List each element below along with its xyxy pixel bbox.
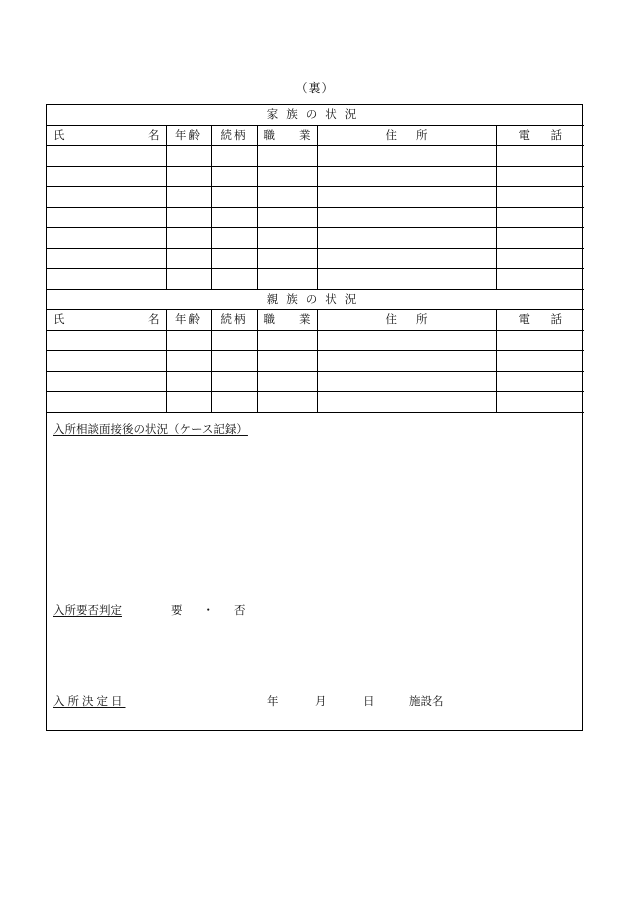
facility-name-label: 施設名 [409,693,444,708]
family-row-occupation-cell[interactable] [257,248,317,269]
family-row [47,207,584,228]
relatives-row [47,392,584,413]
family-row-relation-cell[interactable] [211,207,257,228]
relatives-title: 親族の状況 [47,289,584,310]
relatives-header-relation: 続柄 [211,310,257,331]
relatives-header-row [47,310,584,331]
family-header-row [47,125,584,146]
relatives-row-phone-cell[interactable] [496,351,584,372]
relatives-row-age-cell[interactable] [166,351,211,372]
family-row-name-cell[interactable] [47,187,166,208]
family-row-address-cell[interactable] [317,248,496,269]
relatives-header-name-1: 氏 [53,312,65,327]
family-title: 家族の状況 [47,105,584,125]
family-header-address-1: 住 [385,127,397,142]
family-header-phone [496,125,584,146]
relatives-row-occupation-cell[interactable] [257,330,317,351]
family-row-address-cell[interactable] [317,166,496,187]
family-row-address-cell[interactable] [317,146,496,167]
relatives-row-relation-cell[interactable] [211,371,257,392]
family-row-age-cell[interactable] [166,166,211,187]
family-row-age-cell[interactable] [166,248,211,269]
judgement-no[interactable]: 否 [234,602,246,617]
family-row-address-cell[interactable] [317,207,496,228]
decision-year-label: 年 [267,693,279,708]
decision-month-label: 月 [315,693,327,708]
family-row [47,269,584,290]
family-row-phone-cell[interactable] [496,146,584,167]
relatives-row-phone-cell[interactable] [496,330,584,351]
record-form [46,104,583,731]
family-row-phone-cell[interactable] [496,228,584,249]
family-row-occupation-cell[interactable] [257,166,317,187]
decision-label: 入所決定日 [53,693,126,708]
family-row-occupation-cell[interactable] [257,207,317,228]
relatives-row-address-cell[interactable] [317,351,496,372]
relatives-row-age-cell[interactable] [166,371,211,392]
family-row [47,166,584,187]
family-header-name-2: 名 [148,127,160,142]
relatives-row-occupation-cell[interactable] [257,351,317,372]
relatives-row-occupation-cell[interactable] [257,371,317,392]
family-row-name-cell[interactable] [47,166,166,187]
relatives-row-address-cell[interactable] [317,371,496,392]
family-row-phone-cell[interactable] [496,166,584,187]
relatives-header-age: 年齢 [166,310,211,331]
relatives-header-occupation-2: 業 [299,312,311,327]
family-row-relation-cell[interactable] [211,146,257,167]
relatives-header-phone-2: 話 [550,312,562,327]
family-row-phone-cell[interactable] [496,269,584,290]
family-row-address-cell[interactable] [317,187,496,208]
family-row [47,146,584,167]
page-title: （裏） [295,81,335,95]
family-row-name-cell[interactable] [47,269,166,290]
family-row-relation-cell[interactable] [211,269,257,290]
family-header-phone-wrap [497,126,585,145]
relatives-title-row [47,289,584,310]
family-header-occupation-1: 職 [263,127,275,142]
relatives-row [47,351,584,372]
family-header-occupation-2: 業 [299,127,311,142]
relatives-header-phone-wrap [497,310,585,329]
family-header-address-wrap [318,126,496,145]
case-record-label: 入所相談面接後の状況（ケース記録） [53,421,248,436]
family-row-relation-cell[interactable] [211,248,257,269]
relatives-header-address-1: 住 [385,312,397,327]
relatives-row-phone-cell[interactable] [496,371,584,392]
relatives-header-name-2: 名 [148,312,160,327]
family-row-address-cell[interactable] [317,228,496,249]
status-table-body [47,105,584,412]
judgement-options [171,602,246,618]
family-row-age-cell[interactable] [166,146,211,167]
family-header-name-1: 氏 [53,127,65,142]
relatives-header-occupation-1: 職 [263,312,275,327]
family-header-name-wrap [47,126,166,145]
family-row-age-cell[interactable] [166,207,211,228]
family-row-relation-cell[interactable] [211,187,257,208]
family-title-row [47,105,584,125]
judgement-label: 入所要否判定 [53,602,122,617]
family-row [47,187,584,208]
relatives-row [47,371,584,392]
relatives-header-address [317,310,496,331]
family-header-occupation [257,125,317,146]
relatives-row-age-cell[interactable] [166,392,211,413]
status-table [47,105,584,413]
relatives-header-name-wrap [47,310,166,329]
family-row-occupation-cell[interactable] [257,269,317,290]
family-header-age: 年齢 [166,125,211,146]
relatives-row-address-cell[interactable] [317,330,496,351]
family-row-name-cell[interactable] [47,228,166,249]
family-header-address-2: 所 [416,127,428,142]
family-header-name [47,125,166,146]
relatives-row-relation-cell[interactable] [211,351,257,372]
family-header-address [317,125,496,146]
relatives-row [47,330,584,351]
relatives-header-phone [496,310,584,331]
family-header-phone-1: 電 [518,127,530,142]
relatives-row-name-cell[interactable] [47,330,166,351]
relatives-header-address-2: 所 [416,312,428,327]
family-row [47,248,584,269]
relatives-row-relation-cell[interactable] [211,330,257,351]
family-row-age-cell[interactable] [166,269,211,290]
relatives-row-relation-cell[interactable] [211,392,257,413]
family-row [47,228,584,249]
relatives-row-phone-cell[interactable] [496,392,584,413]
relatives-header-name [47,310,166,331]
family-row-relation-cell[interactable] [211,166,257,187]
family-row-name-cell[interactable] [47,146,166,167]
family-row-address-cell[interactable] [317,269,496,290]
family-row-phone-cell[interactable] [496,248,584,269]
family-row-phone-cell[interactable] [496,207,584,228]
family-row-age-cell[interactable] [166,228,211,249]
relatives-header-occupation-wrap [258,310,317,329]
judgement-yes[interactable]: 要 [171,602,183,617]
family-row-name-cell[interactable] [47,207,166,228]
family-header-relation: 続柄 [211,125,257,146]
relatives-row-name-cell[interactable] [47,392,166,413]
relatives-row-name-cell[interactable] [47,351,166,372]
decision-day-label: 日 [363,693,375,708]
judgement-dot: ・ [202,602,214,617]
relatives-header-address-wrap [318,310,496,329]
family-row-relation-cell[interactable] [211,228,257,249]
family-row-age-cell[interactable] [166,187,211,208]
relatives-header-phone-1: 電 [518,312,530,327]
relatives-row-name-cell[interactable] [47,371,166,392]
family-row-occupation-cell[interactable] [257,228,317,249]
family-header-phone-2: 話 [550,127,562,142]
relatives-row-address-cell[interactable] [317,392,496,413]
family-row-occupation-cell[interactable] [257,187,317,208]
family-row-name-cell[interactable] [47,248,166,269]
relatives-row-occupation-cell[interactable] [257,392,317,413]
family-row-occupation-cell[interactable] [257,146,317,167]
lower-section [47,413,582,737]
family-row-phone-cell[interactable] [496,187,584,208]
relatives-header-occupation [257,310,317,331]
relatives-row-age-cell[interactable] [166,330,211,351]
family-header-occupation-wrap [258,126,317,145]
